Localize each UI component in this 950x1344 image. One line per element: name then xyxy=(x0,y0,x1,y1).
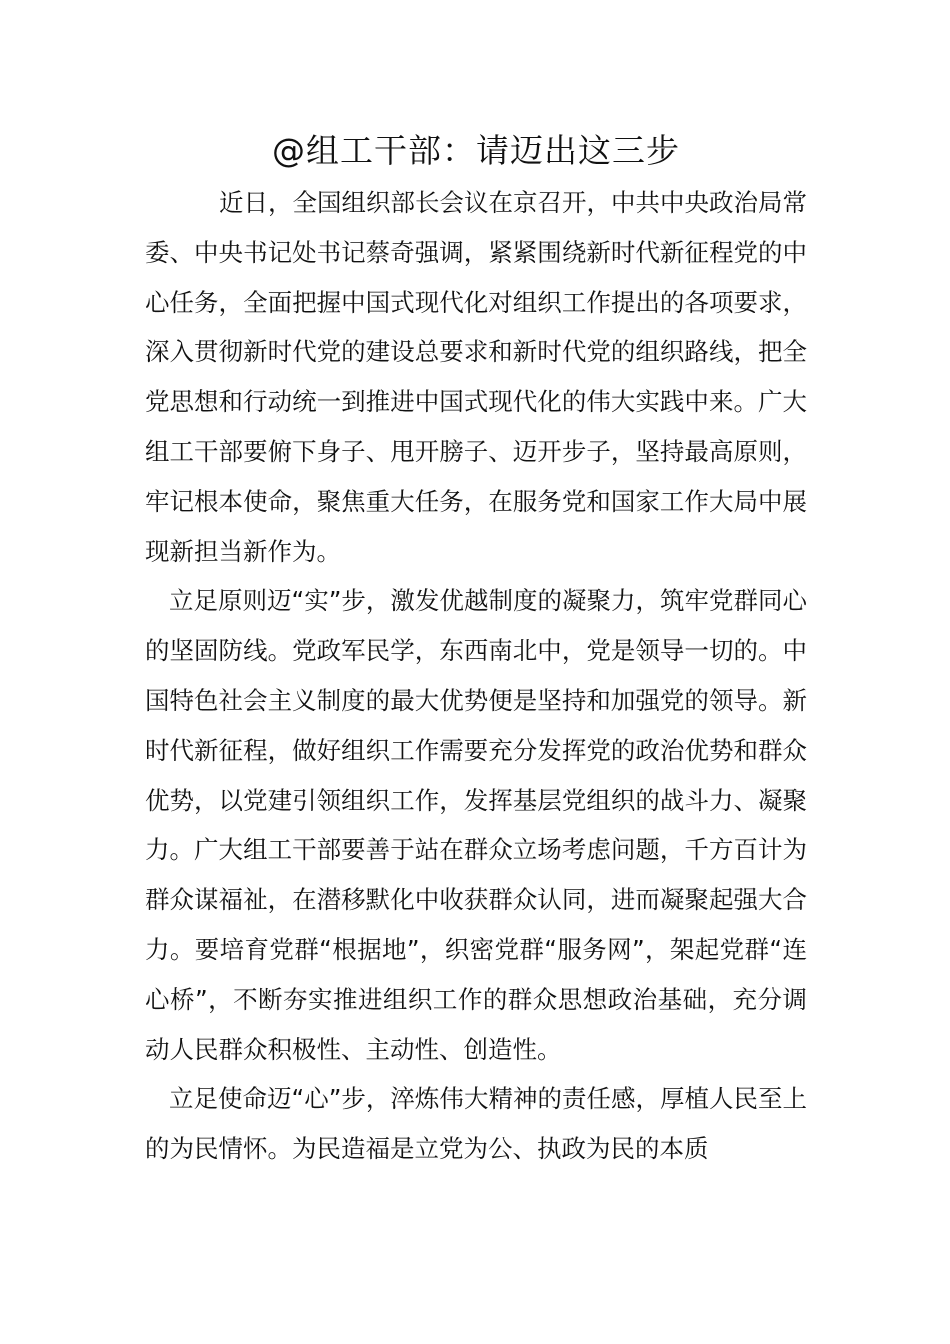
document-title: @组工干部：请迈出这三步 xyxy=(272,131,680,170)
document-body xyxy=(145,178,807,1174)
paragraph-intro: 近日，全国组织部长会议在京召开，中共中央政治局常委、中央书记处书记蔡奇强调，紧紧围绕新时代新征程党的中心任务，全面把握中国式现代化对组织工作提出的各项要求，深入贯彻新时代党的建设总要求和新时代党的组织路线，把全党思想和行动统一到推进中国式现代化的伟大实践中来。广大组工干部要俯下身子、甩开膀子、迈开步子，坚持最高原则，牢记根本使命，聚焦重大任务，在服务党和国家工作大局中展现新担当新作为。 xyxy=(145,188,807,566)
paragraph-mission: 立足使命迈“心”步，淬炼伟大精神的责任感，厚植人民至上的为民情怀。为民造福是立党为公、执政为民的本质 xyxy=(145,1084,807,1164)
paragraph-principle: 立足原则迈“实”步，激发优越制度的凝聚力，筑牢党群同心的坚固防线。党政军民学，东西南北中，党是领导一切的。中国特色社会主义制度的最大优势便是坚持和加强党的领导。新时代新征程，做好组织工作需要充分发挥党的政治优势和群众优势，以党建引领组织工作，发挥基层党组织的战斗力、凝聚力。广大组工干部要善于站在群众立场考虑问题，千方百计为群众谋福祉，在潜移默化中收获群众认同，进而凝聚起强大合力。要培育党群“根据地”，织密党群“服务网”，架起党群“连心桥”，不断夯实推进组织工作的群众思想政治基础，充分调动人民群众积极性、主动性、创造性。 xyxy=(145,586,807,1064)
